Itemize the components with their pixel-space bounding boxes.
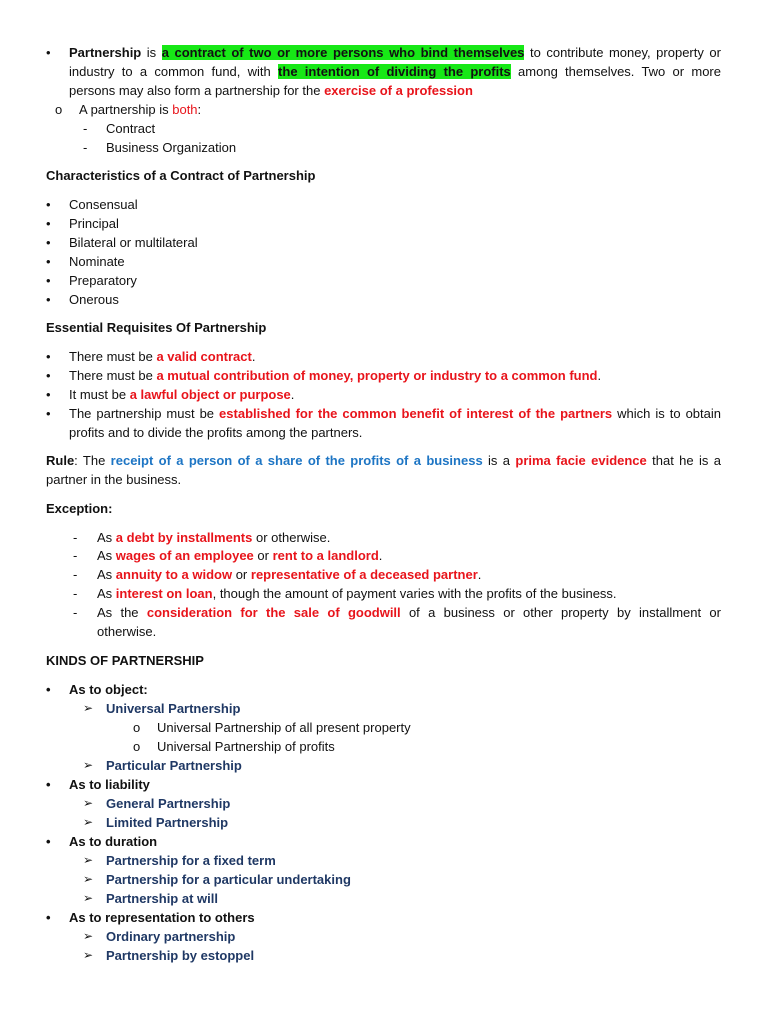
exception-item: As annuity to a widow or representative of a deceased partner.	[97, 567, 482, 582]
requisite-item-continuation: profits and to divide the profits among the partners.	[69, 425, 363, 440]
exception-item: As the consideration for the sale of goodwill of a business or other property by installment or	[97, 605, 721, 620]
circle-bullet-icon: o	[133, 720, 141, 735]
intro-line-2: industry to a common fund, with the intention of dividing the profits among themselves. Two or more	[69, 64, 721, 79]
kind-subitem: Universal Partnership of all present property	[157, 720, 411, 735]
circle-bullet-icon: o	[133, 739, 141, 754]
list-item: Contract	[106, 121, 156, 136]
kind-item: General Partnership	[106, 796, 231, 811]
rule-line-2: partner in the business.	[46, 472, 182, 487]
arrowhead-bullet-icon: ➢	[83, 758, 94, 772]
dash-icon: -	[73, 605, 78, 620]
requisites-heading: Essential Requisites Of Partnership	[46, 320, 267, 335]
arrowhead-bullet-icon: ➢	[83, 815, 94, 829]
bullet-icon: •	[46, 834, 51, 849]
kind-category: As to duration	[69, 834, 158, 849]
kind-item: Partnership by estoppel	[106, 948, 255, 963]
dash-icon: -	[73, 586, 78, 601]
bullet-icon: •	[46, 368, 51, 383]
bullet-icon: •	[46, 45, 51, 60]
kind-item: Particular Partnership	[106, 758, 242, 773]
dash-icon: -	[73, 530, 78, 545]
kind-item: Limited Partnership	[106, 815, 229, 830]
arrowhead-bullet-icon: ➢	[83, 701, 94, 715]
partnership-both-line: A partnership is both:	[79, 102, 202, 117]
dash-icon: -	[83, 140, 88, 155]
highlight-contract: a contract of two or more persons who bind themselves	[161, 45, 525, 60]
kind-item: Partnership at will	[106, 891, 218, 906]
requisite-item: There must be a valid contract.	[69, 349, 256, 364]
circle-bullet-icon: o	[55, 102, 63, 117]
dash-icon: -	[73, 567, 78, 582]
highlight-intention: the intention of dividing the profits	[278, 64, 511, 79]
bullet-icon: •	[46, 235, 51, 250]
requisite-item: There must be a mutual contribution of money, property or industry to a common fund.	[69, 368, 602, 383]
bullet-icon: •	[46, 254, 51, 269]
exception-item: As wages of an employee or rent to a landlord.	[97, 548, 383, 563]
characteristics-heading: Characteristics of a Contract of Partnership	[46, 168, 316, 183]
kind-item: Universal Partnership	[106, 701, 241, 716]
bullet-icon: •	[46, 910, 51, 925]
bullet-icon: •	[46, 216, 51, 231]
arrowhead-bullet-icon: ➢	[83, 796, 94, 810]
bullet-icon: •	[46, 197, 51, 212]
bullet-icon: •	[46, 292, 51, 307]
intro-line-3: persons may also form a partnership for the exercise of a profession	[69, 83, 473, 98]
bullet-icon: •	[46, 349, 51, 364]
exception-item-continuation: otherwise.	[97, 624, 157, 639]
rule-line-1: Rule: The receipt of a person of a share of the profits of a business is a prima facie evidence that he is a	[46, 453, 721, 468]
requisite-item: It must be a lawful object or purpose.	[69, 387, 295, 402]
bullet-icon: •	[46, 406, 51, 421]
kind-category: As to representation to others	[69, 910, 255, 925]
kinds-heading: KINDS OF PARTNERSHIP	[46, 653, 204, 668]
requisite-item: The partnership must be established for the common benefit of interest of the partners which is to obtain	[69, 406, 721, 421]
dash-icon: -	[73, 548, 78, 563]
list-item: Preparatory	[69, 273, 137, 288]
bullet-icon: •	[46, 777, 51, 792]
arrowhead-bullet-icon: ➢	[83, 891, 94, 905]
list-item: Consensual	[69, 197, 138, 212]
exception-item: As a debt by installments or otherwise.	[97, 530, 331, 545]
arrowhead-bullet-icon: ➢	[83, 929, 94, 943]
list-item: Principal	[69, 216, 119, 231]
kind-item: Ordinary partnership	[106, 929, 236, 944]
bullet-icon: •	[46, 682, 51, 697]
bullet-icon: •	[46, 273, 51, 288]
exception-item: As interest on loan, though the amount of payment varies with the profits of the business.	[97, 586, 617, 601]
kind-subitem: Universal Partnership of profits	[157, 739, 335, 754]
list-item: Onerous	[69, 292, 119, 307]
bullet-icon: •	[46, 387, 51, 402]
list-item: Nominate	[69, 254, 125, 269]
arrowhead-bullet-icon: ➢	[83, 872, 94, 886]
list-item: Bilateral or multilateral	[69, 235, 198, 250]
arrowhead-bullet-icon: ➢	[83, 948, 94, 962]
kind-category: As to liability	[69, 777, 150, 792]
arrowhead-bullet-icon: ➢	[83, 853, 94, 867]
dash-icon: -	[83, 121, 88, 136]
kind-item: Partnership for a particular undertaking	[106, 872, 351, 887]
kind-item: Partnership for a fixed term	[106, 853, 276, 868]
list-item: Business Organization	[106, 140, 237, 155]
exception-heading: Exception:	[46, 501, 113, 516]
kind-category: As to object:	[69, 682, 148, 697]
intro-line-1: Partnership is a contract of two or more persons who bind themselves to contribute money, property or	[69, 45, 721, 60]
